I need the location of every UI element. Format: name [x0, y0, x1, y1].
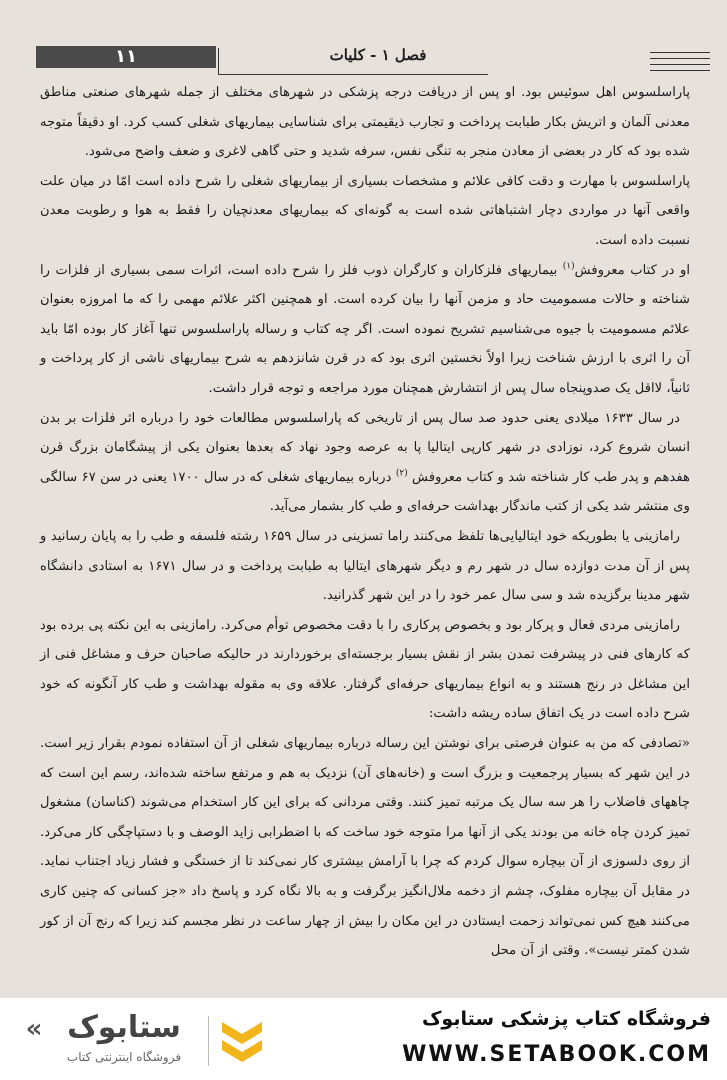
page-number: ۱۱ [36, 46, 216, 68]
paragraph-1: پاراسلسوس اهل سوئیس بود. او پس از دریافت درجه پزشکی در شهرهای مختلف از جمله شهرهای صنعتی مناطق معدنی آلمان و اتریش بکار طبابت پرداخت و تجارب ذیقیمتی برای شناسایی بیماریهای شغلی کسب کرد. او دقیقاً متوجه شده بود که کار در بعضی از معادن منجر به تنگی نفس، سرفه شدید و حتی گاهی لاغری و ضعف واضح می‌شود. [40, 85, 690, 160]
paragraph-3 [40, 256, 690, 404]
watermark-banner [0, 998, 727, 1080]
paragraph-2: پاراسلسوس با مهارت و دقت کافی علائم و مشخصات بسیاری از بیماریهای شغلی را شرح داده است امّا در میان علت واقعی آنها در مواردی دچار اشتباهاتی شده است به گونه‌ای که بیماریهای معدنچیان را فقط به هوا و رطوبت معدن نسبت داده است. [40, 173, 690, 248]
logo-divider [208, 1016, 209, 1066]
body-text [40, 78, 690, 966]
quote-paragraph: «تصادفی که من به عنوان فرصتی برای نوشتن این رساله درباره بیماریهای شغلی از آن استفاده نمودم بقرار زیر است. در این شهر که بسیار پرجمعیت و بزرگ است و (خانه‌های آن) نزدیک به هم و مرتفع ساخته شده‌اند، رسم این است که چاههای فاضلاب را هر سه سال یک مرتبه تمیز کنند. وقتی مردانی که برای این کار استخدام می‌شوند (کناسان) مشغول تمیز کردن چاه خانه من بودند یکی از آنها مرا متوجه خود ساخت که با اضطرابی زاید الوصف و با دستپاچگی کار می‌کرد. از روی دلسوزی از آن بیچاره سوال کردم که چرا با آرامش بیشتری کار نمی‌کند تا از خستگی و فشار زیاد اجتناب نماید. در مقابل آن بیچاره مفلوک، چشم از دخمه ملال‌انگیز برگرفت و به بالا نگاه کرد و پاسخ داد «جز کسانی که چنین کاری می‌کنند هیچ کس نمی‌تواند زحمت ایستادن در این مکان را بیش از چهار ساعت در نظر مجسم کند زیرا که رنج آن از کور شدن کمتر نیست». وقتی از آن محل [40, 736, 690, 959]
paragraph-3-lead: او در کتاب معروفش [574, 262, 690, 278]
header-rule-lines [214, 48, 712, 76]
chevron-logo-icon [218, 1016, 266, 1066]
logo-arrow-icon: « [25, 1014, 43, 1044]
chapter-title: فصل ۱ - کلیات [329, 46, 427, 64]
paragraph-6: رامازینی مردی فعال و پرکار بود و بخصوص پرکاری را با دقت مخصوص توأم می‌کرد. رامازینی به این نکته پی برده بود که کارهای فنی در پیشرفت تمدن بشر از نقش بسیار برجسته‌ای برخوردارند در حالیکه صاحبان حرف و مشاغل فنی از این مشاغل در رنج هستند و به انواع بیماریهای حرفه‌ای گرفتار. علاقه وی به مقوله بهداشت و طب کار آنگونه که خود شرح داده است در یک اتفاق ساده ریشه داشت: [40, 617, 690, 722]
paragraph-4-tail: درباره بیماریهای شغلی که در سال ۱۷۰۰ یعنی در سن ۶۷ سالگی وی منتشر شد یکی از کتب ماندگار بهداشت حرفه‌ای و طب کار بشمار می‌آید. [40, 469, 690, 515]
logo-subtitle: فروشگاه اینترنتی کتاب [66, 1050, 182, 1064]
shop-name: فروشگاه کتاب پزشکی ستابوک [421, 1008, 711, 1030]
paragraph-3-text: بیماریهای فلزکاران و کارگران ذوب فلز را شرح داده است، اثرات سمی بسیاری از فلزات را شناخته و حالات مسمومیت حاد و مزمن آنها را بیان کرده است. او همچنین اکثر علائم مهمی را که ما امروزه بعنوان علائم مسمومیت با جیوه می‌شناسیم تشریح نموده است. اگر چه کتاب و رساله پاراسلسوس تنها آغاز کار بوده امّا باید آن را اثری با ارزش شناخت زیرا اولاً نخستین اثری بود که در قرن شانزدهم به شرح بیماریهای ناشی از کار پرداخت و ثانیاً، لااقل یک صدوپنجاه سال پس از انتشارش همچنان مورد مراجعه و توجه قرار داشت. [40, 262, 690, 396]
logo-wordmark: ستابوک [67, 1010, 181, 1045]
paragraph-5: رامازینی یا بطوریکه خود ایتالیایی‌ها تلفظ می‌کنند راما تسزینی در سال ۱۶۵۹ رشته فلسفه و طب را به پایان رسانید و پس از آن مدت دوازده سال در شهر رم و دیگر شهرهای ایتالیا به طبابت پرداخت و در سال ۱۶۷۱ به استادی دانشگاه شهر مدینا برگزیده شد و سی سال عمر خود را در این شهر گذرانید. [40, 528, 691, 604]
setabook-logo [22, 1010, 282, 1072]
paragraph-4-text: در سال ۱۶۳۳ میلادی یعنی حدود صد سال پس از تاریخی که پاراسلسوس مطالعات خود را درباره اثر فلزات بر بدن انسان شروع کرد، نوزادی در شهر کارپی ایتالیا پا به عرصه وجود نهاد که بعدها بعنوان یکی از پیشگامان بزرگ قرن هفدهم و پدر طب کار شناخته شد و کتاب معروفش [40, 410, 690, 485]
chevron-top [222, 1022, 262, 1044]
paragraph-4 [40, 404, 690, 522]
footnote-marker-1: (۱) [562, 261, 575, 272]
footnote-marker-2: (۲) [395, 468, 408, 479]
shop-url[interactable]: WWW.SETABOOK.COM [402, 1042, 711, 1067]
page-header [22, 44, 712, 76]
